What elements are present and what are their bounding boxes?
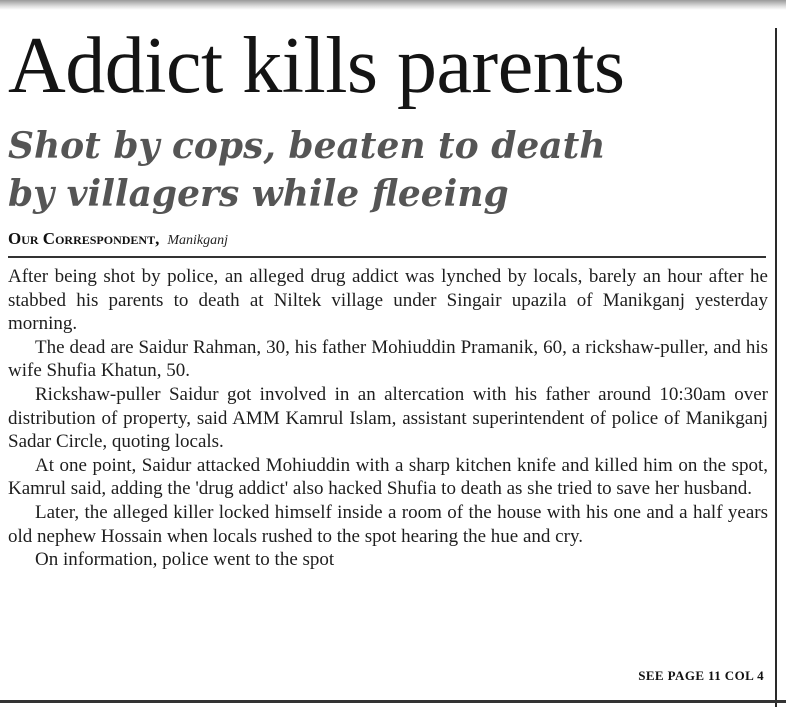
column-divider [775,28,777,707]
article-paragraph: The dead are Saidur Rahman, 30, his father Mohiuddin Pramanik, 60, a rickshaw-puller, and his wife Shufia Khatun, 50. [8,336,768,382]
byline-location: Manikganj [167,233,229,248]
article-paragraph: On information, police went to the spot [35,549,335,571]
byline-author: Our Correspondent, [8,229,160,248]
byline [8,229,228,249]
headline: Addict kills parents [8,22,625,110]
article-paragraph: Rickshaw-puller Saidur got involved in an altercation with his father around 10:30am over distribution of property, said AMM Kamrul Islam, assistant superintendent of police of Manikganj Sadar Circle, quoting locals. [8,383,768,453]
page-top-shadow [0,0,786,10]
article-body [8,265,768,572]
article-paragraph: At one point, Saidur attacked Mohiuddin with a sharp kitchen knife and killed him on the spot, Kamrul said, adding the 'drug addict' also hacked Shufia to death as she tried to save her husband. [8,454,768,500]
byline-divider [8,256,766,258]
continuation-jump: SEE PAGE 11 COL 4 [638,668,764,683]
article-paragraph: After being shot by police, an alleged drug addict was lynched by locals, barely an hour after he stabbed his parents to death at Niltek village under Singair upazila of Manikganj yesterday morning. [8,266,768,335]
subheadline: Shot by cops, beaten to death by villagers while fleeing [8,125,606,215]
article-paragraph: Later, the alleged killer locked himself inside a room of the house with his one and a half years old nephew Hossain when locals rushed to the spot hearing the hue and cry. [8,501,768,547]
bottom-rule [0,700,786,703]
